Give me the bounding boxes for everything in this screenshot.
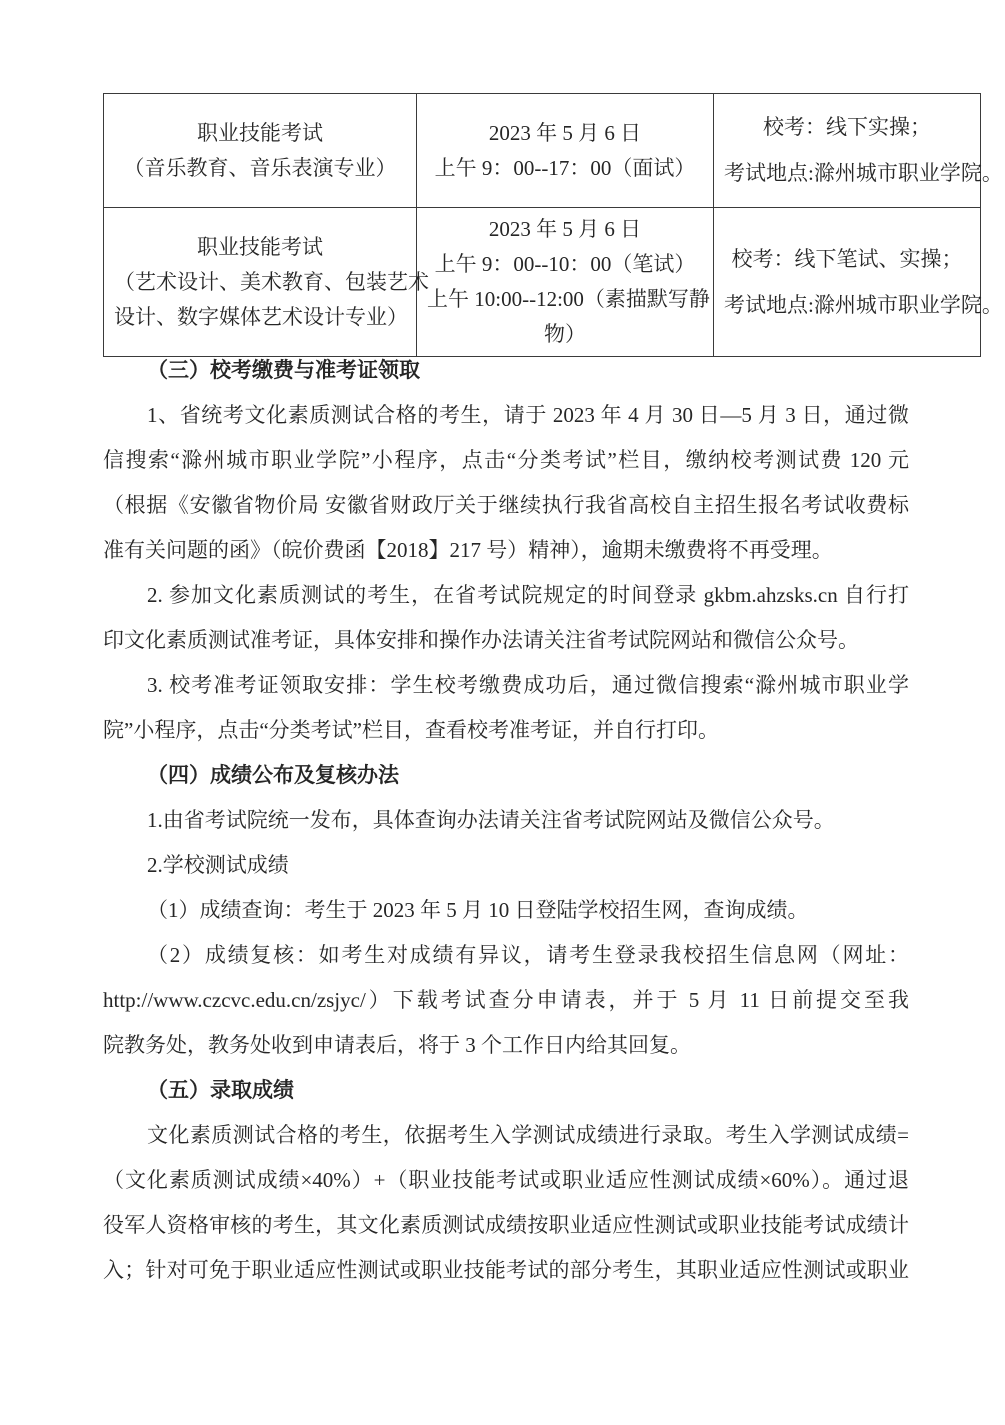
text-line: 入；针对可免于职业适应性测试或职业技能考试的部分考生，其职业适应性测试或职业 bbox=[103, 1258, 909, 1282]
paragraph bbox=[103, 1113, 909, 1293]
exam-time-cell bbox=[417, 94, 714, 208]
exam-name-line: （音乐教育、音乐表演专业） bbox=[123, 155, 397, 180]
paragraph bbox=[103, 393, 909, 573]
text-line: 役军人资格审核的考生，其文化素质测试成绩按职业适应性测试或职业技能考试成绩计 bbox=[103, 1213, 909, 1237]
exam-name-line: （艺术设计、美术教育、包装艺术 bbox=[114, 269, 429, 294]
exam-time-line: 2023 年 5 月 6 日 bbox=[488, 120, 642, 145]
exam-mode-line: 校考：线下实操； bbox=[763, 115, 931, 139]
paragraph bbox=[103, 843, 909, 888]
text-line: 院教务处，教务处收到申请表后，将于 3 个工作日内给其回复。 bbox=[103, 1033, 691, 1057]
document-body bbox=[103, 348, 909, 1293]
paragraph bbox=[103, 888, 909, 933]
text-line: 准有关问题的函》（皖价费函【2018】217 号）精神），逾期未缴费将不再受理。 bbox=[103, 538, 833, 562]
table-row bbox=[104, 94, 981, 208]
exam-time-line: 2023 年 5 月 6 日 bbox=[488, 217, 642, 241]
exam-time-line: 上午 9：00--17：00（面试） bbox=[434, 155, 696, 180]
text-line: 2.学校测试成绩 bbox=[147, 853, 289, 877]
exam-time-line: 上午 10:00--12:00（素描默写静 bbox=[427, 287, 710, 311]
exam-time-cell bbox=[417, 208, 714, 357]
exam-name-line: 职业技能考试 bbox=[197, 120, 323, 145]
exam-time-line: 物） bbox=[544, 322, 586, 346]
exam-name-line: 设计、数字媒体艺术设计专业） bbox=[114, 304, 408, 329]
paragraph bbox=[103, 573, 909, 663]
paragraph bbox=[103, 798, 909, 843]
exam-mode-cell bbox=[714, 208, 1003, 357]
exam-mode-cell bbox=[714, 94, 1003, 208]
text-line: 印文化素质测试准考证，具体安排和操作办法请关注省考试院网站和微信公众号。 bbox=[103, 628, 859, 652]
text-line: 2. 参加文化素质测试的考生，在省考试院规定的时间登录 gkbm.ahzsks.cn 自行打 bbox=[147, 583, 909, 607]
text-line: 3. 校考准考证领取安排：学生校考缴费成功后，通过微信搜索“滁州城市职业学 bbox=[147, 673, 909, 697]
text-line: （1）成绩查询：考生于 2023 年 5 月 10 日登陆学校招生网，查询成绩。 bbox=[147, 898, 809, 922]
text-line: （2）成绩复核：如考生对成绩有异议，请考生登录我校招生信息网（网址： bbox=[147, 943, 909, 967]
table-row bbox=[104, 208, 981, 357]
exam-name-cell bbox=[104, 208, 429, 357]
exam-location-line: 考试地点:滁州城市职业学院。 bbox=[724, 292, 1003, 317]
exam-mode-line: 校考：线下笔试、实操； bbox=[731, 246, 963, 271]
text-line: http://www.czcvc.edu.cn/zsjyc/）下载考试查分申请表，并于 5 月 11 日前提交至我 bbox=[103, 988, 909, 1012]
section-heading-5: （五）录取成绩 bbox=[147, 1079, 294, 1102]
text-line: 1.由省考试院统一发布，具体查询办法请关注省考试院网站及微信公众号。 bbox=[147, 808, 835, 832]
paragraph bbox=[103, 933, 909, 1068]
text-line: 信搜索“滁州城市职业学院”小程序，点击“分类考试”栏目，缴纳校考测试费 120 元 bbox=[103, 448, 909, 472]
exam-name-cell bbox=[104, 94, 417, 208]
paragraph bbox=[103, 663, 909, 753]
section-heading-4: （四）成绩公布及复核办法 bbox=[147, 764, 399, 787]
text-line: 文化素质测试合格的考生，依据考生入学测试成绩进行录取。考生入学测试成绩= bbox=[147, 1123, 909, 1147]
text-line: 院”小程序，点击“分类考试”栏目，查看校考准考证，并自行打印。 bbox=[103, 718, 719, 742]
exam-location-line: 考试地点:滁州城市职业学院。 bbox=[724, 161, 1003, 185]
text-line: 1、省统考文化素质测试合格的考生，请于 2023 年 4 月 30 日—5 月 3 日，通过微 bbox=[147, 403, 909, 427]
section-heading-3: （三）校考缴费与准考证领取 bbox=[147, 359, 420, 382]
text-line: （文化素质测试成绩×40%）+（职业技能考试或职业适应性测试成绩×60%）。通过退 bbox=[103, 1168, 909, 1192]
exam-name-line: 职业技能考试 bbox=[197, 234, 323, 259]
exam-time-line: 上午 9：00--10：00（笔试） bbox=[434, 252, 696, 276]
exam-schedule-table bbox=[103, 93, 1003, 357]
text-line: （根据《安徽省物价局 安徽省财政厅关于继续执行我省高校自主招生报名考试收费标 bbox=[103, 493, 909, 517]
